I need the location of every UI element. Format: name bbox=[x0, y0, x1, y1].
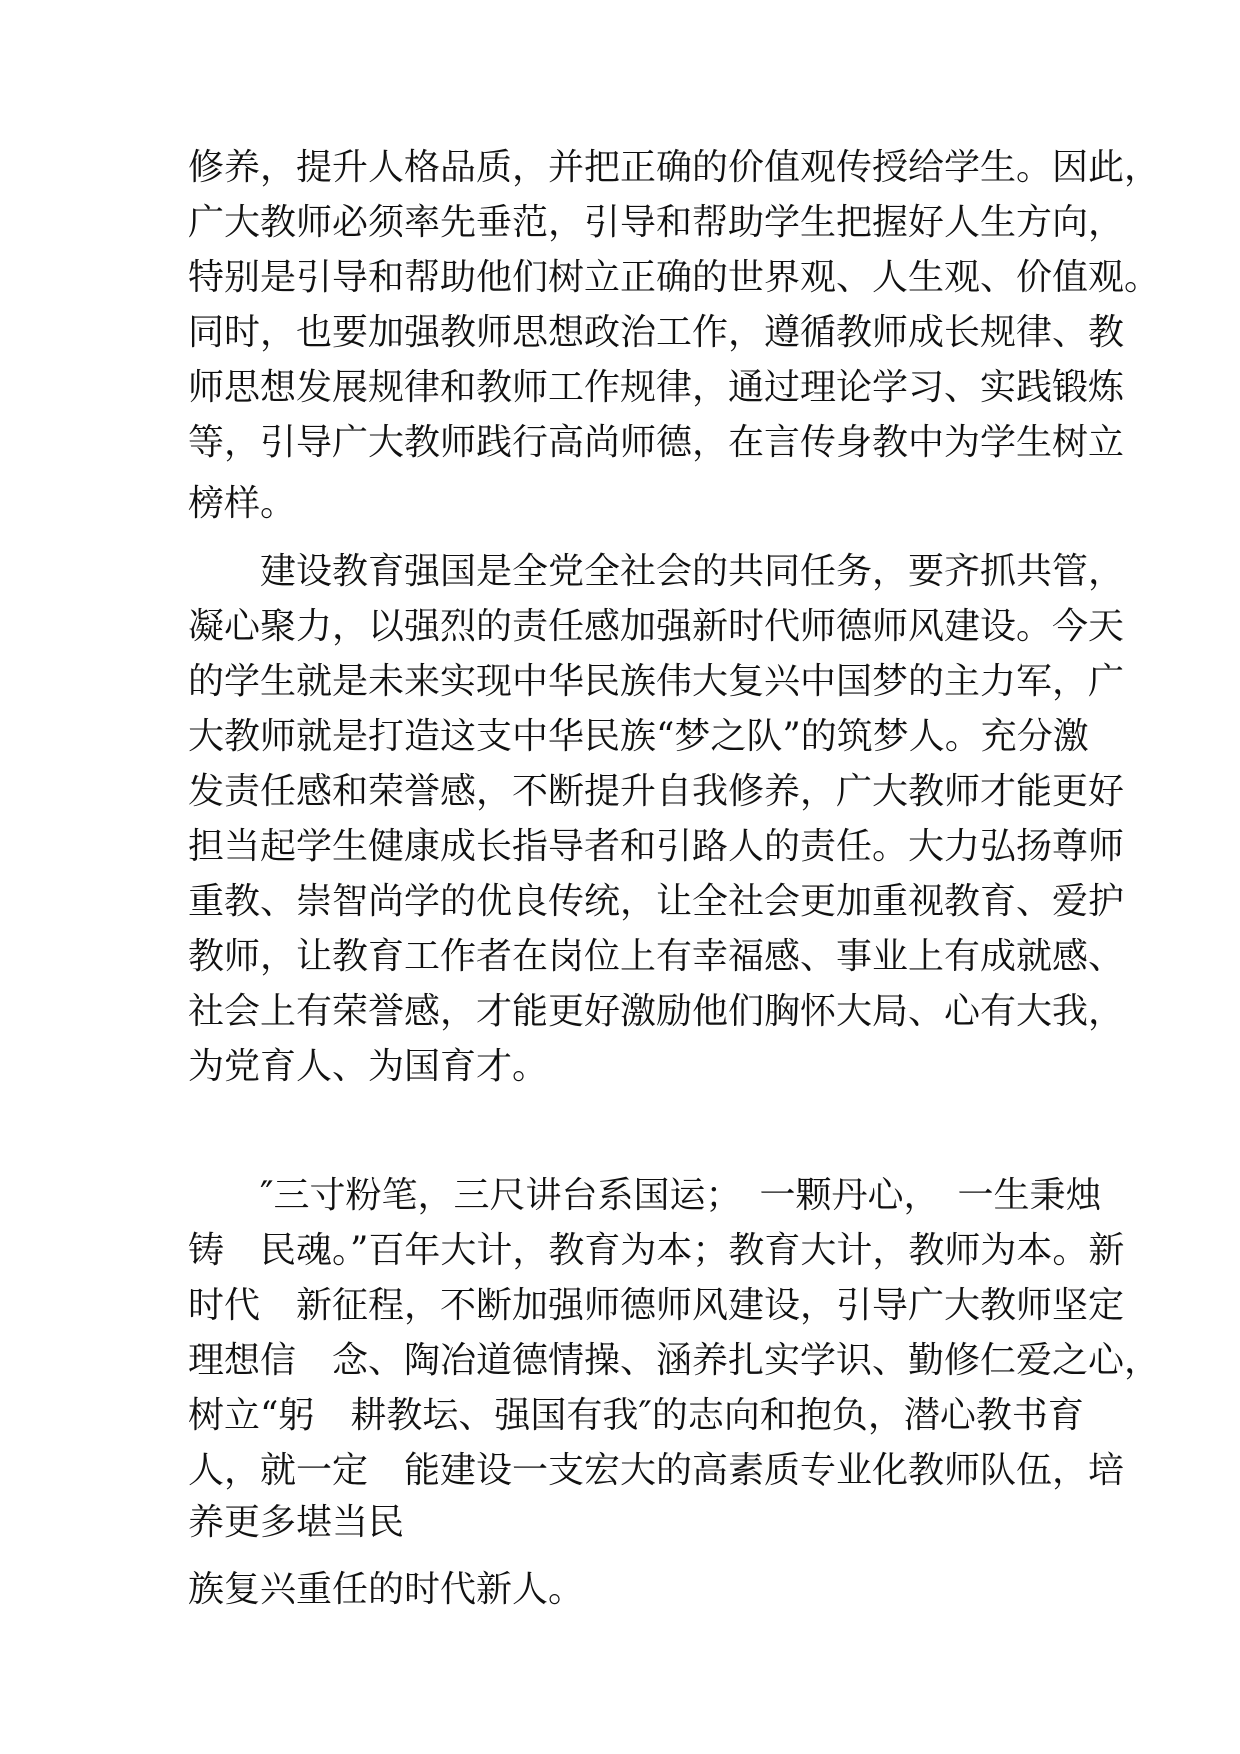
paragraph-1-line-5: 师思想发展规律和教师工作规律，通过理论学习、实践锻炼 bbox=[188, 367, 1125, 408]
paragraph-3-line-1: ″三寸粉笔，三尺讲台系国运； 一颗丹心， 一生秉烛 bbox=[188, 1175, 1102, 1216]
paragraph-1-line-6: 等，引导广大教师践行高尚师德，在言传身教中为学生树立 bbox=[188, 422, 1125, 463]
paragraph-2-line-9: 社会上有荣誉感，才能更好激励他们胸怀大局、心有大我， bbox=[188, 991, 1125, 1032]
paragraph-3-line-7: 养更多堪当民 bbox=[188, 1502, 405, 1543]
paragraph-3-line-5: 树立“躬 耕教坛、强国有我″的志向和抱负，潜心教书育 bbox=[188, 1395, 1084, 1436]
paragraph-2-line-4: 大教师就是打造这支中华民族“梦之队”的筑梦人。充分激 bbox=[188, 716, 1089, 757]
paragraph-3-line-6: 人，就一定 能建设一支宏大的高素质专业化教师队伍，培 bbox=[188, 1450, 1125, 1491]
paragraph-2-line-8: 教师，让教育工作者在岗位上有幸福感、事业上有成就感、 bbox=[188, 936, 1125, 977]
paragraph-2-line-1: 建设教育强国是全党全社会的共同任务，要齐抓共管， bbox=[188, 551, 1125, 592]
paragraph-3-line-2: 铸 民魂。”百年大计，教育为本；教育大计，教师为本。新 bbox=[188, 1230, 1125, 1271]
paragraph-1-line-7: 榜样。 bbox=[188, 483, 297, 524]
paragraph-2-line-10: 为党育人、为国育才。 bbox=[188, 1046, 549, 1087]
paragraph-3-line-3: 时代 新征程，不断加强师德师风建设，引导广大教师坚定 bbox=[188, 1285, 1125, 1326]
paragraph-3-line-8: 族复兴重任的时代新人。 bbox=[188, 1569, 585, 1610]
paragraph-1-line-4: 同时，也要加强教师思想政治工作，遵循教师成长规律、教 bbox=[188, 312, 1125, 353]
paragraph-3-line-4: 理想信 念、陶冶道德情操、涵养扎实学识、勤修仁爱之心， bbox=[188, 1340, 1161, 1381]
paragraph-2-line-2: 凝心聚力，以强烈的责任感加强新时代师德师风建设。今天 bbox=[188, 606, 1125, 647]
paragraph-2-line-7: 重教、崇智尚学的优良传统，让全社会更加重视教育、爱护 bbox=[188, 881, 1125, 922]
paragraph-1-line-3: 特别是引导和帮助他们树立正确的世界观、人生观、价值观。 bbox=[188, 257, 1161, 298]
paragraph-2-line-3: 的学生就是未来实现中华民族伟大复兴中国梦的主力军，广 bbox=[188, 661, 1125, 702]
paragraph-1-line-2: 广大教师必须率先垂范，引导和帮助学生把握好人生方向， bbox=[188, 202, 1125, 243]
paragraph-2-line-6: 担当起学生健康成长指导者和引路人的责任。大力弘扬尊师 bbox=[188, 826, 1125, 867]
paragraph-1-line-1: 修养，提升人格品质，并把正确的价值观传授给学生。因此， bbox=[188, 147, 1161, 188]
paragraph-2-line-5: 发责任感和荣誉感，不断提升自我修养，广大教师才能更好 bbox=[188, 771, 1125, 812]
